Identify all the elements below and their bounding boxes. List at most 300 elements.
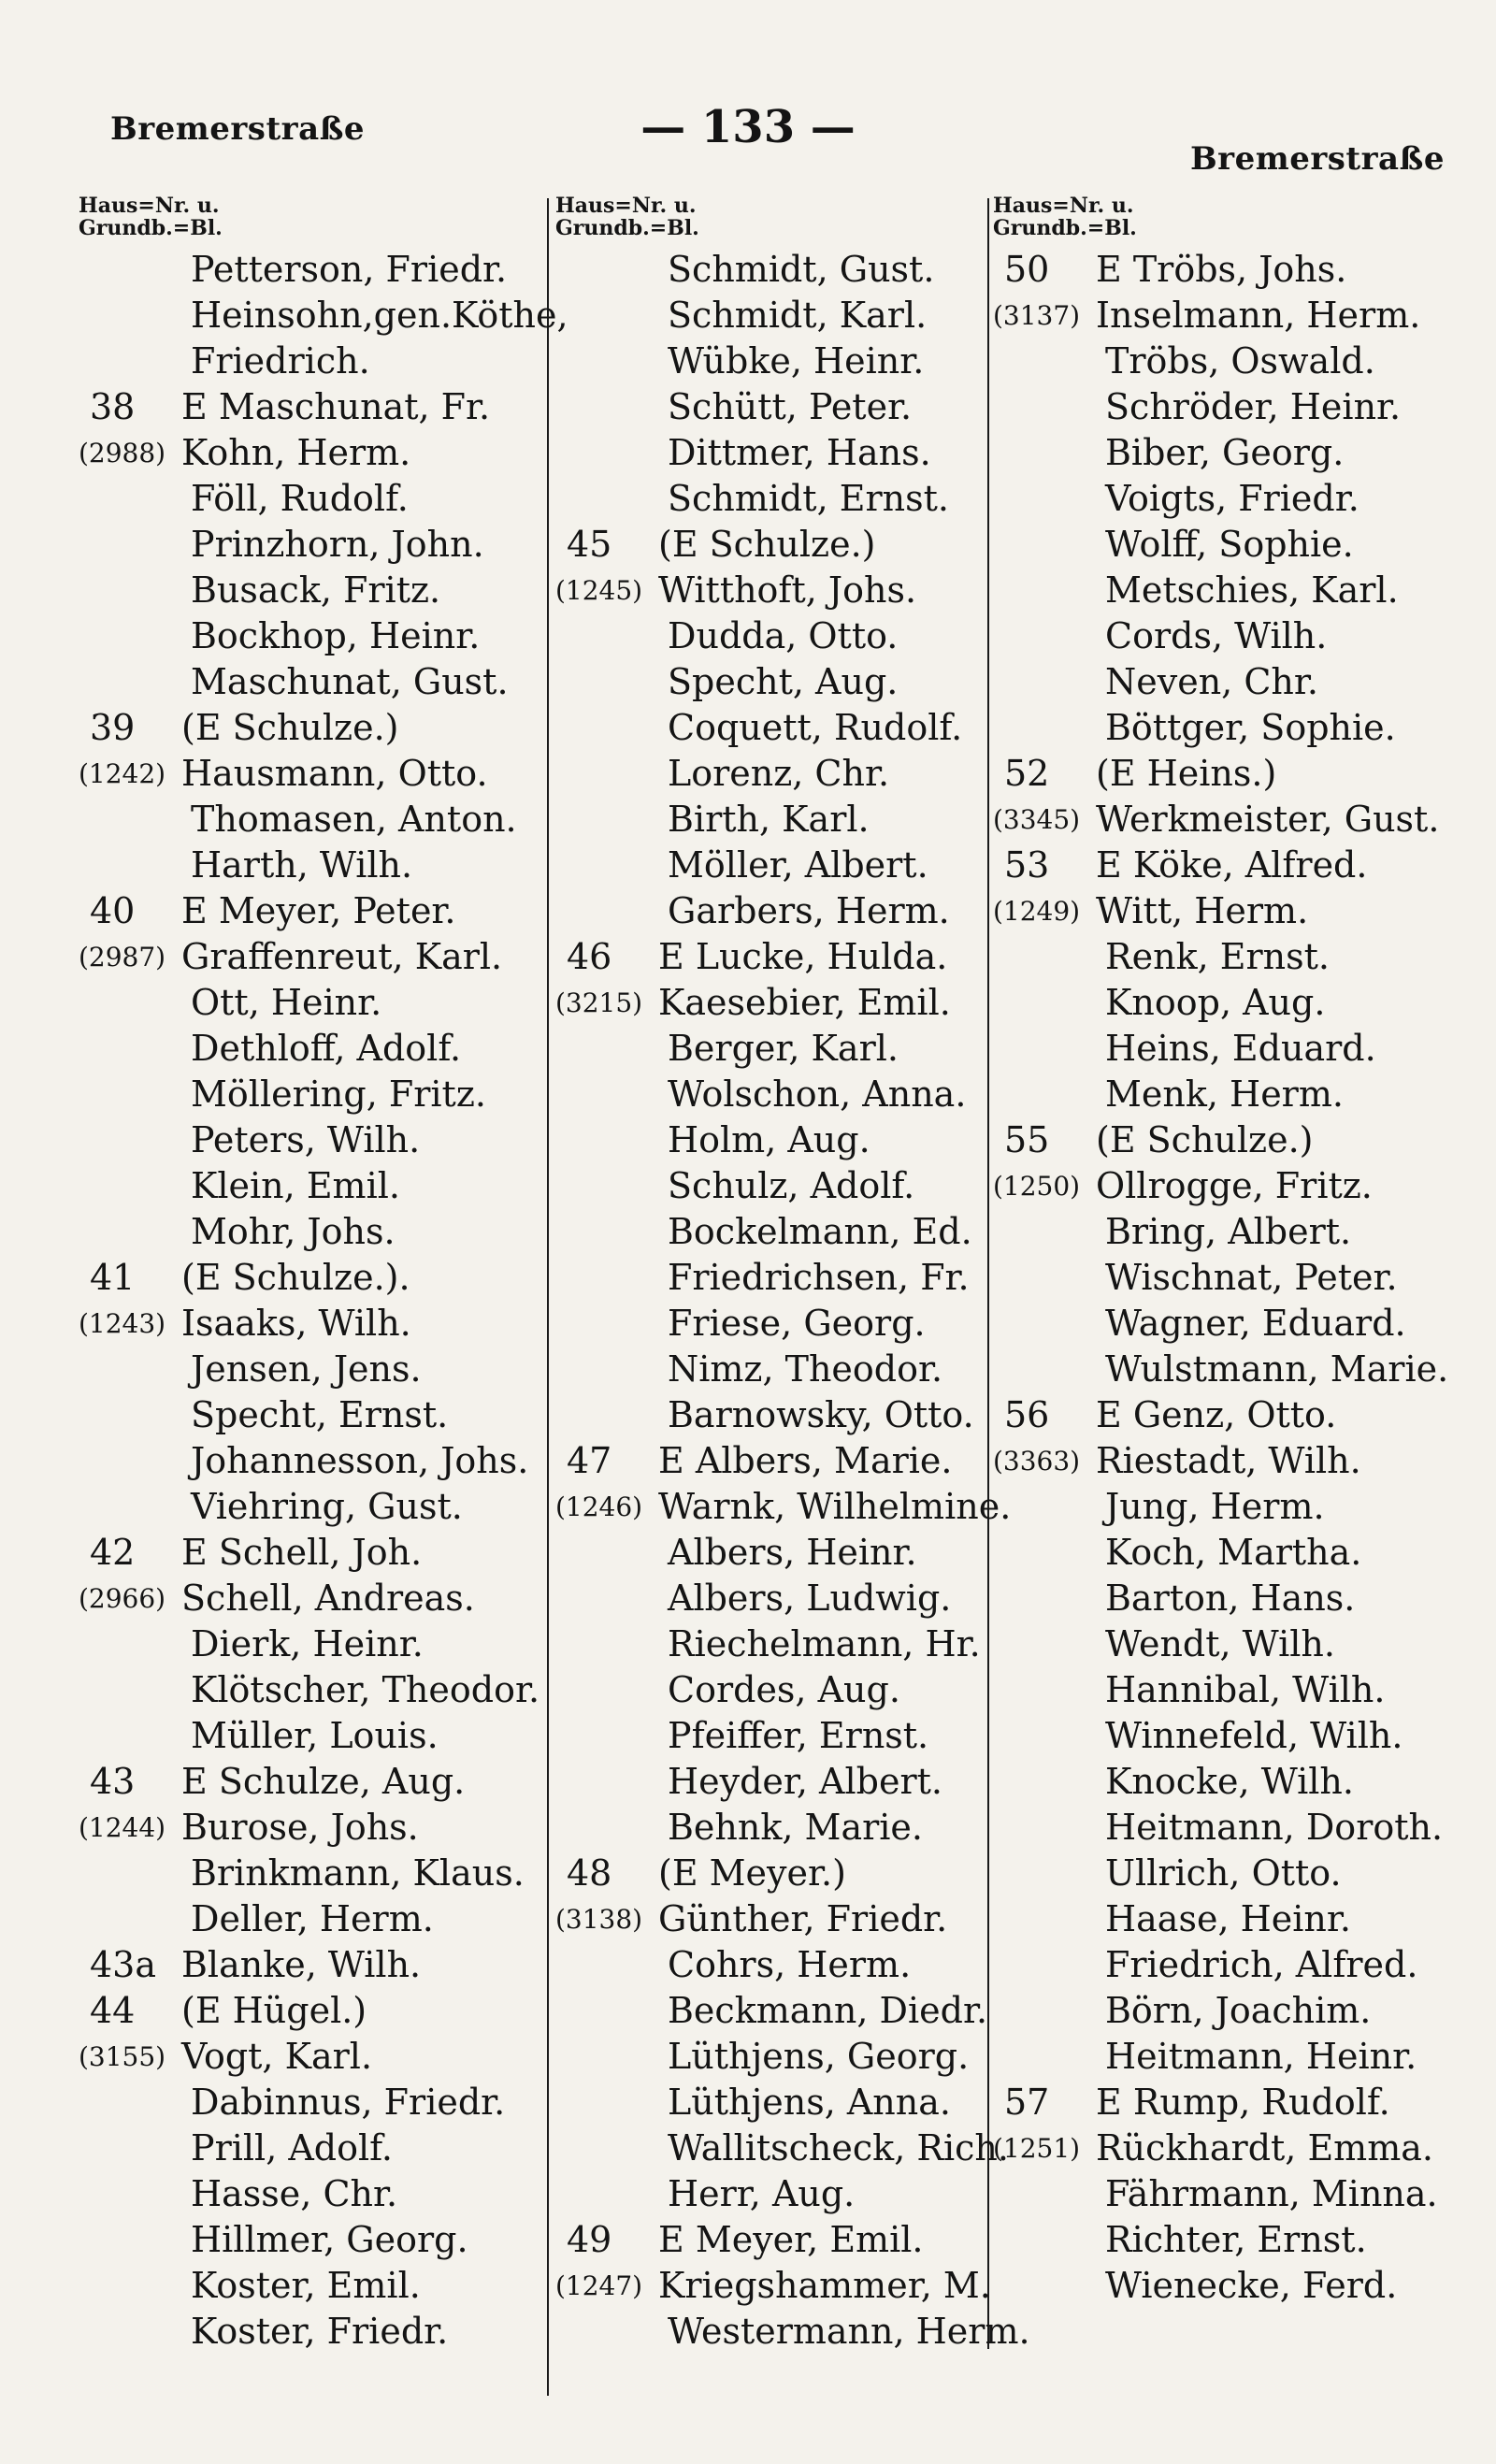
directory-entry	[79, 1392, 546, 1438]
resident-name: E Schell, Joh.	[181, 1532, 423, 1573]
resident-name: Schmidt, Gust.	[668, 249, 935, 290]
directory-entry	[555, 1896, 995, 1942]
resident-name: Johannesson, Johs.	[191, 1440, 529, 1481]
directory-entry	[555, 843, 995, 888]
resident-name: Voigts, Friedr.	[1105, 478, 1359, 519]
entry-list	[79, 247, 568, 2355]
directory-entry	[993, 2034, 1479, 2080]
directory-entry	[79, 751, 546, 797]
resident-name: E Rump, Rudolf.	[1096, 2082, 1390, 2123]
directory-entry	[555, 888, 995, 934]
directory-entry	[79, 2080, 546, 2125]
resident-name: Kaesebier, Emil.	[658, 982, 951, 1023]
directory-entry	[555, 613, 995, 659]
resident-name: (E Meyer.)	[658, 1852, 846, 1894]
resident-name: Nimz, Theodor.	[668, 1348, 943, 1390]
house-number: 47	[567, 1440, 612, 1481]
resident-name: Maschunat, Gust.	[191, 661, 509, 702]
resident-name: Günther, Friedr.	[658, 1898, 948, 1939]
resident-name: Viehring, Gust.	[191, 1486, 463, 1527]
resident-name: Hasse, Chr.	[191, 2173, 398, 2214]
column-head-line2: Grundb.=Bl.	[555, 216, 699, 240]
house-number: 46	[567, 936, 612, 977]
resident-name: Harth, Wilh.	[191, 844, 413, 886]
directory-entry	[555, 1255, 995, 1301]
directory-entry	[993, 659, 1479, 705]
resident-name: E Lucke, Hulda.	[658, 936, 948, 977]
directory-entry	[993, 1026, 1479, 1072]
resident-name: (E Schulze.)	[1096, 1119, 1314, 1160]
resident-name: Dethloff, Adolf.	[191, 1028, 462, 1069]
resident-name: Isaaks, Wilh.	[181, 1303, 411, 1344]
house-number: 41	[90, 1257, 136, 1298]
directory-entry	[993, 888, 1479, 934]
directory-entry	[555, 1026, 995, 1072]
directory-entry	[79, 568, 546, 613]
grundbuch-number: (1243)	[79, 1308, 166, 1339]
house-number: 38	[90, 386, 136, 427]
directory-entry	[993, 1896, 1479, 1942]
resident-name: E Tröbs, Johs.	[1096, 249, 1347, 290]
directory-entry	[79, 1667, 546, 1713]
directory-entry	[79, 2217, 546, 2263]
resident-name: Rückhardt, Emma.	[1096, 2127, 1433, 2169]
resident-name: (E Heins.)	[1096, 753, 1277, 794]
directory-entry	[79, 1347, 546, 1392]
resident-name: Metschies, Karl.	[1105, 569, 1399, 611]
resident-name: Peters, Wilh.	[191, 1119, 421, 1160]
resident-name: Biber, Georg.	[1105, 432, 1345, 473]
resident-name: Schell, Andreas.	[181, 1578, 475, 1619]
directory-entry	[555, 568, 995, 613]
resident-name: Wübke, Heinr.	[668, 340, 925, 382]
resident-name: Hausmann, Otto.	[181, 753, 488, 794]
directory-entry	[555, 751, 995, 797]
resident-name: Prinzhorn, John.	[191, 524, 484, 565]
resident-name: Dudda, Otto.	[668, 615, 899, 656]
house-number: 44	[90, 1990, 136, 2031]
directory-entry	[79, 934, 546, 980]
resident-name: Schütt, Peter.	[668, 386, 913, 427]
directory-entry	[79, 1713, 546, 1759]
resident-name: Hillmer, Georg.	[191, 2219, 468, 2260]
house-number: 45	[567, 524, 612, 565]
directory-entry	[79, 797, 546, 843]
directory-entry	[993, 613, 1479, 659]
resident-name: Graffenreut, Karl.	[181, 936, 503, 977]
directory-entry	[555, 934, 995, 980]
directory-entry	[993, 1117, 1479, 1163]
resident-name: Hannibal, Wilh.	[1105, 1669, 1386, 1710]
resident-name: Warnk, Wilhelmine.	[658, 1486, 1012, 1527]
directory-entry	[993, 797, 1479, 843]
resident-name: Herr, Aug.	[668, 2173, 856, 2214]
running-head-right: Bremerstraße	[1189, 140, 1445, 178]
resident-name: Deller, Herm.	[191, 1898, 434, 1939]
directory-entry	[79, 247, 546, 293]
directory-entry	[555, 2171, 995, 2217]
directory-entry	[79, 2309, 546, 2355]
resident-name: Schmidt, Karl.	[668, 295, 928, 336]
directory-entry	[555, 1530, 995, 1576]
directory-entry	[79, 1301, 546, 1347]
directory-entry	[993, 1713, 1479, 1759]
directory-entry	[555, 1438, 995, 1484]
directory-entry	[993, 293, 1479, 339]
resident-name: Schulz, Adolf.	[668, 1165, 915, 1206]
resident-name: Kohn, Herm.	[181, 432, 411, 473]
directory-entry	[555, 659, 995, 705]
directory-entry	[79, 1759, 546, 1805]
directory-entry	[993, 1530, 1479, 1576]
grundbuch-number: (2988)	[79, 438, 166, 468]
directory-entry	[555, 2034, 995, 2080]
column-1	[79, 194, 568, 2355]
directory-entry	[555, 1392, 995, 1438]
directory-entry	[79, 1988, 546, 2034]
resident-name: E Maschunat, Fr.	[181, 386, 491, 427]
column-3	[993, 195, 1479, 2309]
directory-entry	[555, 430, 995, 476]
directory-entry	[79, 2171, 546, 2217]
resident-name: Klein, Emil.	[191, 1165, 400, 1206]
directory-entry	[993, 980, 1479, 1026]
directory-entry	[555, 1072, 995, 1117]
directory-entry	[555, 705, 995, 751]
directory-entry	[993, 1072, 1479, 1117]
resident-name: Behnk, Marie.	[668, 1807, 923, 1848]
resident-name: Specht, Ernst.	[191, 1394, 449, 1435]
house-number: 43a	[90, 1944, 157, 1985]
grundbuch-number: (3345)	[993, 804, 1081, 835]
resident-name: Ollrogge, Fritz.	[1096, 1165, 1373, 1206]
house-number: 56	[1004, 1394, 1050, 1435]
grundbuch-number: (1250)	[993, 1171, 1081, 1202]
resident-name: Vogt, Karl.	[181, 2036, 373, 2077]
resident-name: Heins, Eduard.	[1105, 1028, 1376, 1069]
directory-entry	[555, 1759, 995, 1805]
resident-name: Koster, Emil.	[191, 2265, 421, 2306]
directory-entry	[555, 1484, 1012, 1530]
resident-name: (E Schulze.)	[658, 524, 876, 565]
directory-entry	[993, 843, 1479, 888]
resident-name: Winnefeld, Wilh.	[1105, 1715, 1403, 1756]
directory-entry	[79, 1851, 546, 1896]
resident-name: Witt, Herm.	[1096, 890, 1309, 931]
directory-entry	[993, 1576, 1479, 1621]
resident-name: Neven, Chr.	[1105, 661, 1318, 702]
house-number: 40	[90, 890, 136, 931]
directory-entry	[993, 1255, 1479, 1301]
column-head	[555, 195, 995, 247]
directory-entry	[555, 1805, 995, 1851]
directory-entry	[555, 1576, 995, 1621]
directory-entry	[993, 1392, 1479, 1438]
resident-name: Richter, Ernst.	[1105, 2219, 1367, 2260]
directory-entry	[993, 1667, 1479, 1713]
directory-entry	[555, 1942, 995, 1988]
resident-name: Schröder, Heinr.	[1105, 386, 1402, 427]
directory-entry	[993, 1301, 1479, 1347]
resident-name: E Meyer, Peter.	[181, 890, 456, 931]
resident-name: E Köke, Alfred.	[1096, 844, 1368, 886]
resident-name: Föll, Rudolf.	[191, 478, 409, 519]
resident-name: Schmidt, Ernst.	[668, 478, 949, 519]
grundbuch-number: (3363)	[993, 1446, 1081, 1477]
resident-name: Cohrs, Herm.	[668, 1944, 912, 1985]
directory-entry	[555, 797, 995, 843]
directory-entry	[993, 430, 1479, 476]
resident-name: Koster, Friedr.	[191, 2311, 449, 2352]
resident-name: Witthoft, Johs.	[658, 569, 917, 611]
directory-entry	[79, 1530, 546, 1576]
directory-entry	[993, 1438, 1479, 1484]
resident-name: Barton, Hans.	[1105, 1578, 1356, 1619]
directory-entry	[555, 2263, 995, 2309]
resident-name: Böttger, Sophie.	[1105, 707, 1396, 748]
directory-entry	[993, 568, 1479, 613]
resident-name: Birth, Karl.	[668, 799, 870, 840]
resident-name: Lüthjens, Anna.	[668, 2082, 951, 2123]
resident-name: (E Hügel.)	[181, 1990, 367, 2031]
directory-entry	[79, 2034, 546, 2080]
directory-entry	[993, 2171, 1479, 2217]
resident-name: Prill, Adolf.	[191, 2127, 393, 2169]
grundbuch-number: (1242)	[79, 758, 166, 789]
resident-name: Coquett, Rudolf.	[668, 707, 963, 748]
resident-name: Garbers, Herm.	[668, 890, 950, 931]
page-number: — 133 —	[640, 101, 856, 153]
resident-name: E Meyer, Emil.	[658, 2219, 924, 2260]
directory-entry	[555, 2080, 995, 2125]
grundbuch-number: (3215)	[555, 987, 643, 1018]
directory-entry	[993, 1347, 1479, 1392]
house-number: 48	[567, 1852, 612, 1894]
directory-entry	[555, 1667, 995, 1713]
directory-entry	[555, 2125, 1009, 2171]
house-number: 57	[1004, 2082, 1050, 2123]
directory-entry	[555, 384, 995, 430]
directory-entry	[993, 247, 1479, 293]
resident-name: Holm, Aug.	[668, 1119, 870, 1160]
column-head-line2: Grundb.=Bl.	[79, 216, 223, 240]
resident-name: Koch, Martha.	[1105, 1532, 1362, 1573]
resident-name: Ullrich, Otto.	[1105, 1852, 1342, 1894]
house-number: 52	[1004, 753, 1050, 794]
grundbuch-number: (1244)	[79, 1812, 166, 1843]
resident-name: Friedrichsen, Fr.	[668, 1257, 970, 1298]
directory-entry	[993, 1805, 1479, 1851]
house-number: 50	[1004, 249, 1050, 290]
resident-name: Westermann, Herm.	[668, 2311, 1030, 2352]
directory-entry	[555, 1347, 995, 1392]
directory-entry	[79, 888, 546, 934]
directory-entry	[79, 2125, 546, 2171]
directory-entry	[993, 339, 1479, 384]
resident-name: Haase, Heinr.	[1105, 1898, 1351, 1939]
house-number: 43	[90, 1761, 136, 1802]
resident-name: Mohr, Johs.	[191, 1211, 396, 1252]
resident-name: Fährmann, Minna.	[1105, 2173, 1438, 2214]
directory-entry	[555, 1209, 995, 1255]
column-head-line2: Grundb.=Bl.	[993, 216, 1137, 240]
resident-name: Wolff, Sophie.	[1105, 524, 1354, 565]
house-number: 49	[567, 2219, 612, 2260]
resident-name: Dittmer, Hans.	[668, 432, 931, 473]
directory-entry	[79, 1209, 546, 1255]
directory-entry	[79, 843, 546, 888]
directory-entry	[79, 1026, 546, 1072]
directory-entry	[555, 1713, 995, 1759]
resident-name: Thomasen, Anton.	[191, 799, 517, 840]
directory-entry	[555, 1301, 995, 1347]
directory-entry	[79, 339, 546, 384]
column-head	[79, 195, 546, 247]
resident-name: Knocke, Wilh.	[1105, 1761, 1354, 1802]
directory-entry	[79, 705, 546, 751]
resident-name: Wienecke, Ferd.	[1105, 2265, 1398, 2306]
directory-entry	[79, 2263, 546, 2309]
directory-entry	[555, 522, 995, 568]
directory-entry	[993, 1621, 1479, 1667]
grundbuch-number: (1247)	[555, 2270, 643, 2301]
directory-entry	[555, 1851, 995, 1896]
directory-entry	[555, 2309, 1030, 2355]
directory-entry	[993, 2263, 1479, 2309]
directory-entry	[79, 1117, 546, 1163]
resident-name: Kriegshammer, M.	[658, 2265, 991, 2306]
directory-entry	[993, 1163, 1479, 1209]
resident-name: Möller, Albert.	[668, 844, 928, 886]
resident-name: E Schulze, Aug.	[181, 1761, 466, 1802]
resident-name: Friese, Georg.	[668, 1303, 926, 1344]
directory-entry	[555, 339, 995, 384]
directory-entry	[555, 1163, 995, 1209]
directory-entry	[79, 1163, 546, 1209]
directory-entry	[79, 659, 546, 705]
directory-entry	[79, 1621, 546, 1667]
directory-entry	[993, 705, 1479, 751]
grundbuch-number: (1246)	[555, 1491, 643, 1522]
directory-entry	[993, 1209, 1479, 1255]
resident-name: Bockelmann, Ed.	[668, 1211, 972, 1252]
resident-name: (E Schulze.)	[181, 707, 399, 748]
resident-name: E Albers, Marie.	[658, 1440, 953, 1481]
directory-entry	[79, 1805, 546, 1851]
resident-name: Wulstmann, Marie.	[1105, 1348, 1449, 1390]
resident-name: Heyder, Albert.	[668, 1761, 942, 1802]
resident-name: Müller, Louis.	[191, 1715, 439, 1756]
resident-name: Renk, Ernst.	[1105, 936, 1330, 977]
resident-name: Albers, Ludwig.	[668, 1578, 952, 1619]
column-head-line1: Haus=Nr. u.	[555, 194, 697, 218]
resident-name: Wolschon, Anna.	[668, 1073, 967, 1115]
directory-entry	[555, 476, 995, 522]
resident-name: Ott, Heinr.	[191, 982, 382, 1023]
grundbuch-number: (1245)	[555, 575, 643, 606]
resident-name: Cordes, Aug.	[668, 1669, 900, 1710]
directory-entry	[555, 1117, 995, 1163]
resident-name: Busack, Fritz.	[191, 569, 441, 611]
resident-name: Friedrich, Alfred.	[1105, 1944, 1418, 1985]
directory-entry	[555, 1988, 995, 2034]
resident-name: E Genz, Otto.	[1096, 1394, 1337, 1435]
grundbuch-number: (1251)	[993, 2133, 1081, 2164]
directory-entry	[993, 384, 1479, 430]
directory-entry	[79, 293, 568, 339]
resident-name: Wagner, Eduard.	[1105, 1303, 1406, 1344]
resident-name: Börn, Joachim.	[1105, 1990, 1372, 2031]
resident-name: Blanke, Wilh.	[181, 1944, 422, 1985]
house-number: 42	[90, 1532, 136, 1573]
directory-entry	[79, 384, 546, 430]
resident-name: Albers, Heinr.	[668, 1532, 917, 1573]
directory-entry	[993, 2217, 1479, 2263]
column-head	[993, 195, 1479, 247]
resident-name: Specht, Aug.	[668, 661, 899, 702]
grundbuch-number: (3155)	[79, 2041, 166, 2072]
resident-name: Klötscher, Theodor.	[191, 1669, 540, 1710]
resident-name: Friedrich.	[191, 340, 370, 382]
house-number: 55	[1004, 1119, 1050, 1160]
grundbuch-number: (1249)	[993, 896, 1081, 927]
resident-name: Wendt, Wilh.	[1105, 1623, 1335, 1664]
directory-entry	[993, 1484, 1479, 1530]
directory-entry	[993, 1759, 1479, 1805]
directory-entry	[993, 751, 1479, 797]
resident-name: Berger, Karl.	[668, 1028, 899, 1069]
resident-name: Wischnat, Peter.	[1105, 1257, 1398, 1298]
resident-name: Burose, Johs.	[181, 1807, 419, 1848]
directory-entry	[993, 2125, 1479, 2171]
directory-entry	[79, 430, 546, 476]
column-head-line1: Haus=Nr. u.	[993, 194, 1134, 218]
resident-name: Menk, Herm.	[1105, 1073, 1344, 1115]
resident-name: Barnowsky, Otto.	[668, 1394, 974, 1435]
directory-entry	[79, 613, 546, 659]
resident-name: Jung, Herm.	[1105, 1486, 1325, 1527]
resident-name: Dierk, Heinr.	[191, 1623, 424, 1664]
directory-entry	[79, 1942, 546, 1988]
resident-name: Beckmann, Diedr.	[668, 1990, 988, 2031]
directory-entry	[79, 1576, 546, 1621]
resident-name: Heinsohn,gen.Köthe,	[191, 295, 568, 336]
resident-name: Lüthjens, Georg.	[668, 2036, 970, 2077]
directory-entry	[555, 293, 995, 339]
resident-name: Werkmeister, Gust.	[1096, 799, 1440, 840]
directory-entry	[993, 476, 1479, 522]
resident-name: Cords, Wilh.	[1105, 615, 1328, 656]
running-head-left: Bremerstraße	[110, 110, 366, 148]
resident-name: Dabinnus, Friedr.	[191, 2082, 506, 2123]
directory-entry	[555, 980, 995, 1026]
directory-entry	[993, 934, 1479, 980]
directory-entry	[993, 1851, 1479, 1896]
resident-name: Lorenz, Chr.	[668, 753, 890, 794]
directory-entry	[79, 980, 546, 1026]
resident-name: Jensen, Jens.	[191, 1348, 422, 1390]
directory-entry	[993, 1942, 1479, 1988]
directory-entry	[555, 247, 995, 293]
resident-name: Bockhop, Heinr.	[191, 615, 481, 656]
resident-name: Bring, Albert.	[1105, 1211, 1352, 1252]
directory-entry	[555, 2217, 995, 2263]
entry-list	[993, 247, 1479, 2309]
directory-entry	[79, 1072, 546, 1117]
grundbuch-number: (2966)	[79, 1583, 166, 1614]
house-number: 39	[90, 707, 136, 748]
resident-name: Riestadt, Wilh.	[1096, 1440, 1361, 1481]
